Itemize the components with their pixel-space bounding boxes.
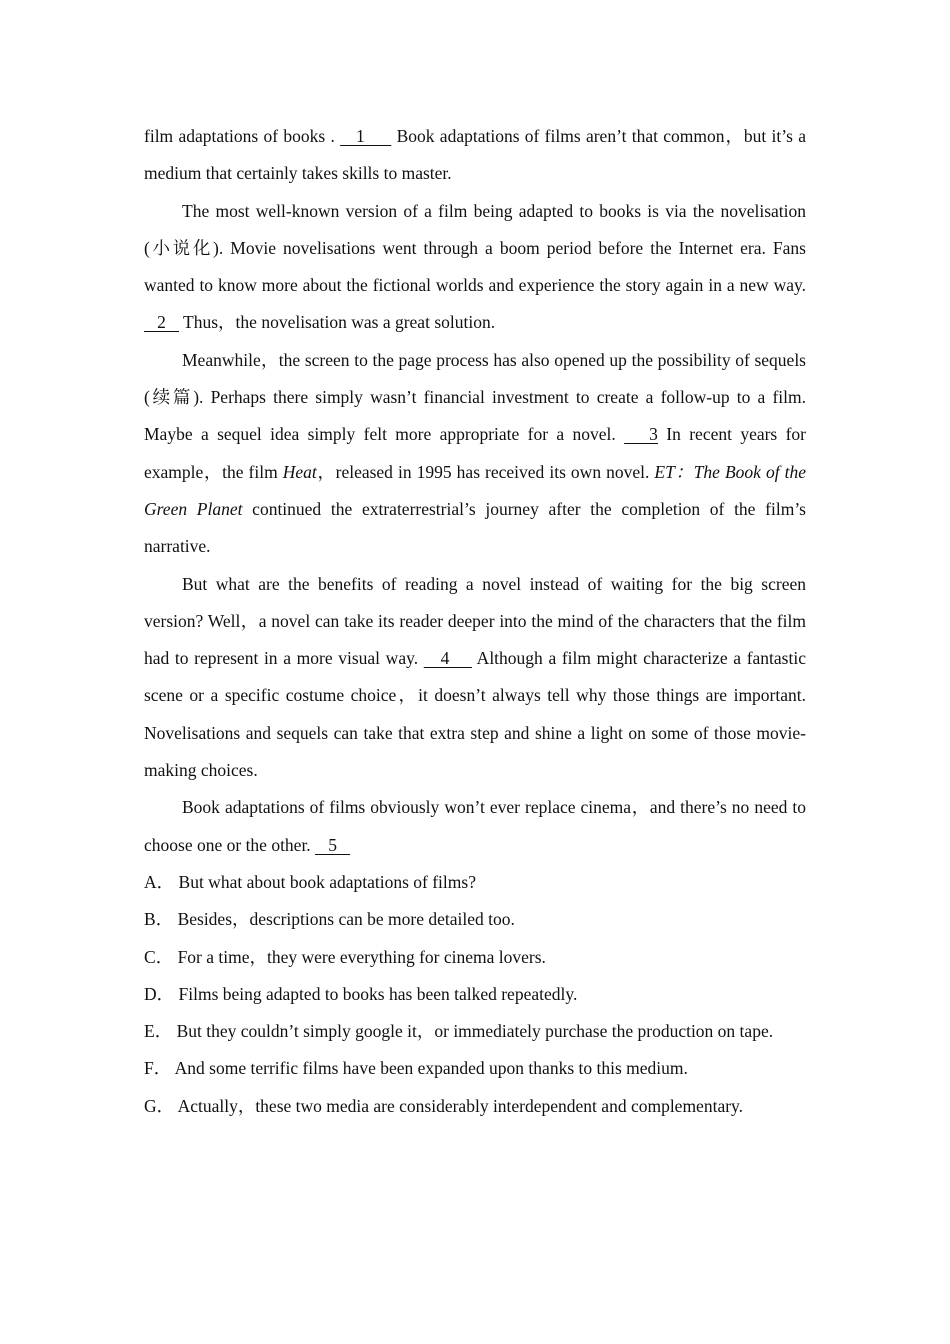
option-separator: ． xyxy=(154,1021,173,1042)
option-f xyxy=(144,1050,806,1087)
option-letter: A xyxy=(144,871,157,892)
option-text: Films being adapted to books has been talked repeatedly. xyxy=(178,983,578,1004)
text-run: continued the extraterrestrial’s journey after the completion of the film’s narrative. xyxy=(144,498,806,557)
answer-blank: 3 xyxy=(624,424,658,445)
option-text: And some terrific films have been expanded upon thanks to this medium. xyxy=(174,1058,688,1079)
option-letter: C xyxy=(144,946,156,967)
text-run: Although a film might characterize a fantastic scene or a specific costume choice，it doesn’t always tell why those things are important. Novelisations and sequels can take that extra step and shine a light on some of those movie-making choices. xyxy=(144,648,806,781)
text-run: film adaptations of books . xyxy=(144,126,341,146)
option-separator: ． xyxy=(156,983,175,1004)
option-c xyxy=(144,939,806,976)
text-run: Book adaptations of films aren’t that common，but it’s a medium that certainly takes skills to master. xyxy=(144,126,806,184)
text-run: Meanwhile，the screen to the page process has also opened up the possibility of sequels (续篇). Perhaps there simply wasn’t financial investment to create a follow-up to a film. Maybe a sequel idea simply felt more appropriate for a novel. xyxy=(144,349,806,445)
option-g xyxy=(144,1088,806,1125)
option-b xyxy=(144,901,806,938)
option-text: But they couldn’t simply google it，or immediately purchase the production on tape. xyxy=(176,1021,774,1042)
option-letter: F xyxy=(144,1058,154,1079)
answer-blank: 5 xyxy=(315,834,351,855)
paragraph-conclusion xyxy=(144,789,806,864)
options-list xyxy=(144,864,806,1125)
text-run: The most well-known version of a film being adapted to books is via the novelisation (小说化). Movie novelisations went through a boom period before the Internet era. Fans wanted to know more about the fictional worlds and experience the story again in a new way. xyxy=(144,200,806,296)
option-letter: D xyxy=(144,983,157,1004)
italic-title: Heat xyxy=(282,461,317,482)
answer-blank: 1 xyxy=(340,126,392,146)
option-letter: G xyxy=(144,1095,157,1116)
option-text: But what about book adaptations of films? xyxy=(178,871,476,892)
answer-blank: 2 xyxy=(144,312,179,333)
option-letter: E xyxy=(144,1021,155,1042)
option-separator: ． xyxy=(156,1095,175,1116)
text-run: Thus，the novelisation was a great solution. xyxy=(179,312,496,333)
option-letter: B xyxy=(144,909,156,930)
option-separator: ． xyxy=(155,909,174,930)
document-page xyxy=(144,118,806,1125)
text-run: But what are the benefits of reading a novel instead of waiting for the big screen version? Well，a novel can take its reader deeper into the mind of the characters that the film had to represent in a more visual way. xyxy=(144,573,806,669)
paragraph-intro xyxy=(144,118,806,193)
option-d xyxy=(144,976,806,1013)
paragraph-novelisation xyxy=(144,193,806,342)
option-e xyxy=(144,1013,806,1050)
answer-blank: 4 xyxy=(423,648,472,669)
italic-title: ET：The Book of the Green Planet xyxy=(144,461,806,519)
text-run: ，released in 1995 has received its own novel. xyxy=(316,461,655,482)
text-run: Book adaptations of films obviously won’t ever replace cinema，and there’s no need to choose one or the other. xyxy=(144,797,806,855)
paragraph-benefits xyxy=(144,566,806,790)
text-run: In recent years for example，the film xyxy=(144,424,806,482)
option-text: For a time，they were everything for cinema lovers. xyxy=(177,946,546,967)
option-separator: ． xyxy=(153,1058,172,1079)
option-text: Besides，descriptions can be more detailed too. xyxy=(177,909,515,930)
option-text: Actually，these two media are considerably interdependent and complementary. xyxy=(177,1095,744,1116)
option-separator: ． xyxy=(156,871,175,892)
paragraph-sequels xyxy=(144,342,806,566)
option-separator: ． xyxy=(155,946,174,967)
option-a xyxy=(144,864,806,901)
